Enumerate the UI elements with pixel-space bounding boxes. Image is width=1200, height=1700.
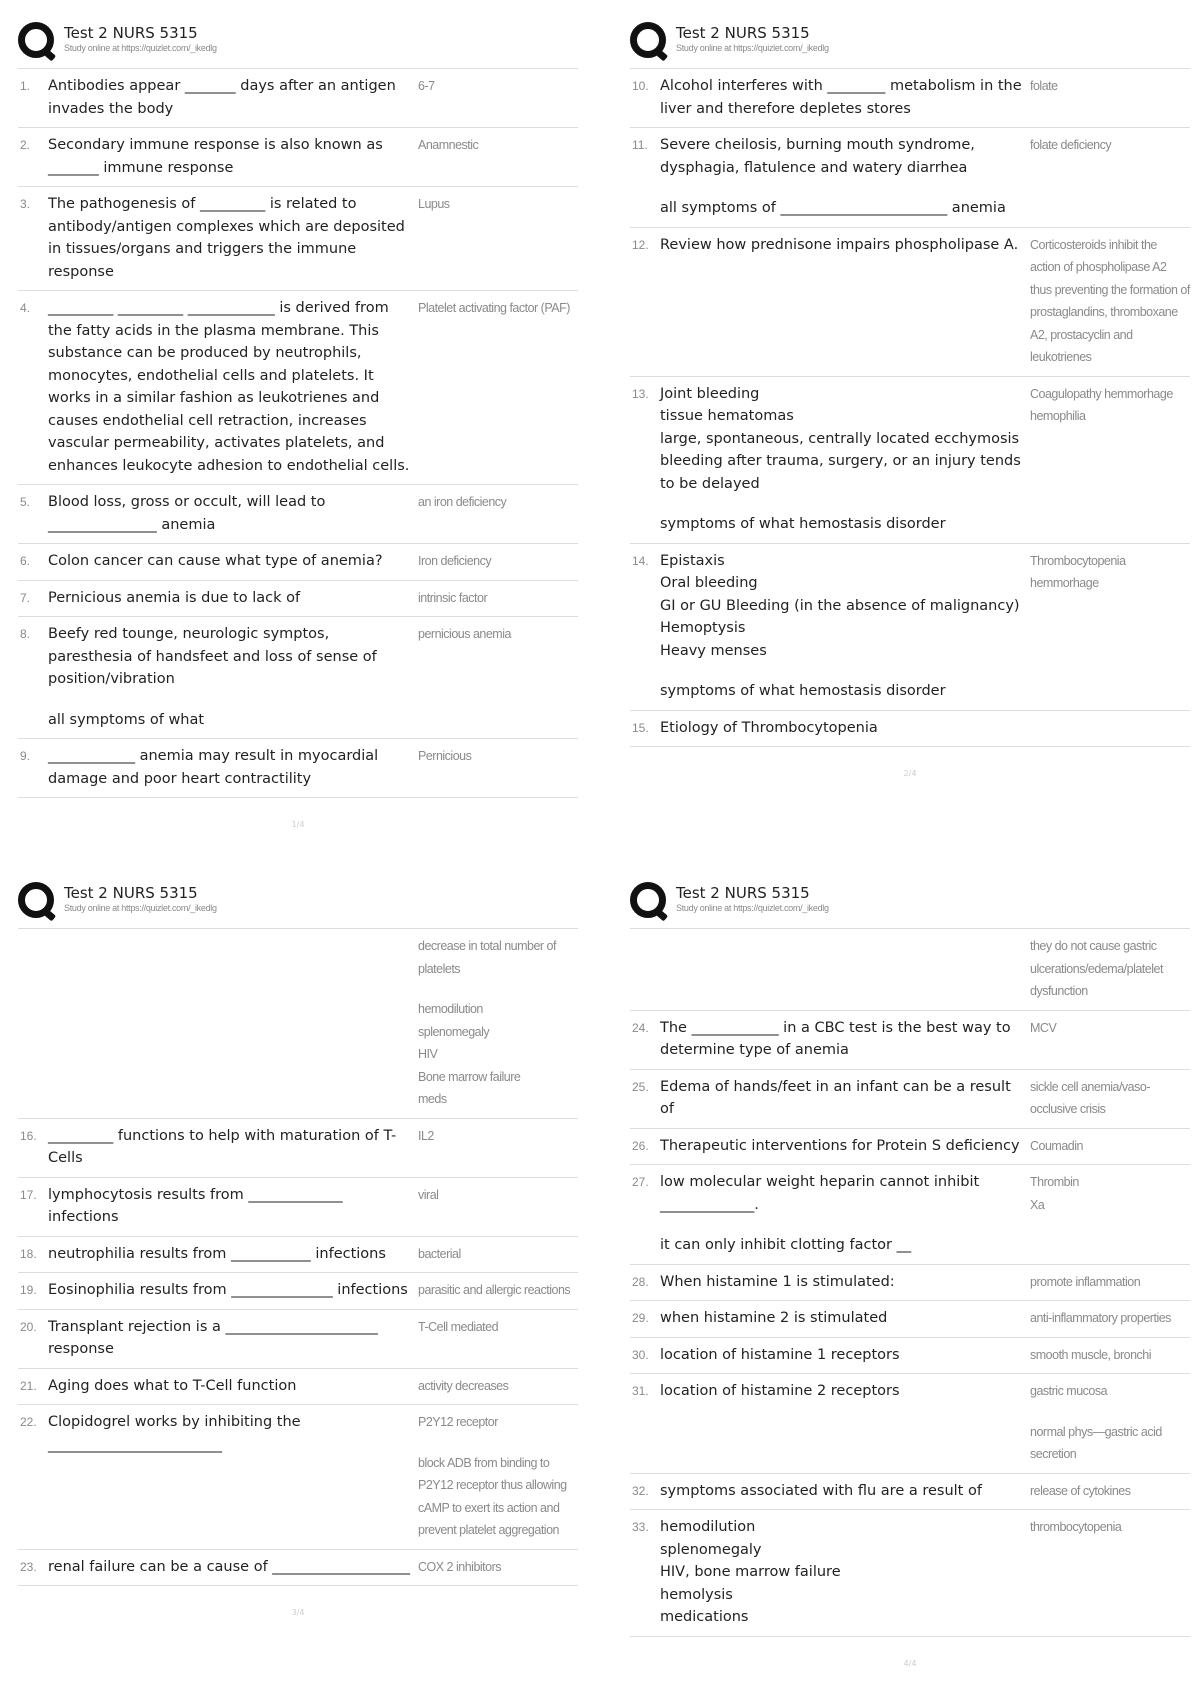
- answer-line: Lupus: [418, 197, 450, 211]
- question-text: [660, 134, 1030, 220]
- question-line: Antibodies appear _______ days after an antigen invades the body: [48, 78, 396, 117]
- question-row: [630, 1129, 1190, 1166]
- question-line: [48, 935, 412, 953]
- question-line: symptoms associated with flu are a result of: [660, 1482, 982, 1499]
- question-row: [630, 1301, 1190, 1338]
- answer-line: intrinsic factor: [418, 590, 488, 605]
- question-line: it can only inhibit clotting factor __: [660, 1237, 912, 1253]
- header-text: [64, 878, 217, 914]
- question-list: [630, 928, 1190, 1637]
- answer-line: P2Y12 receptor: [418, 1415, 498, 1429]
- question-text: [660, 1135, 1030, 1158]
- answer-text: [1030, 383, 1190, 536]
- answer-line: meds: [418, 1092, 447, 1106]
- page-number: 4/4: [903, 1658, 917, 1668]
- question-number: 25.: [632, 1079, 649, 1094]
- answer-line: Xa: [1030, 1197, 1045, 1212]
- question-text: [660, 1344, 1030, 1367]
- question-line: when histamine 2 is stimulated: [660, 1310, 888, 1326]
- question-line: low molecular weight heparin cannot inhibit _____________.: [660, 1174, 980, 1213]
- answer-text: [1030, 717, 1190, 740]
- question-line: When histamine 1 is stimulated:: [660, 1273, 895, 1290]
- answer-line: viral: [418, 1187, 439, 1202]
- question-text: [660, 1017, 1030, 1062]
- answer-text: [418, 1375, 578, 1398]
- answer-text: [418, 1279, 578, 1302]
- question-number: 13.: [632, 386, 649, 401]
- answer-line: Thrombocytopenia hemmorhage: [1030, 553, 1126, 590]
- answer-text: [418, 623, 578, 731]
- document-page-3: [18, 878, 578, 1617]
- question-text: [660, 1380, 1030, 1466]
- answer-line: parasitic and allergic reactions: [418, 1283, 571, 1297]
- question-line: HIV, bone marrow failure: [660, 1564, 841, 1580]
- answer-line: an iron deficiency: [418, 495, 507, 509]
- header-text: [676, 18, 829, 54]
- answer-text: [1030, 75, 1190, 120]
- question-line: [48, 691, 412, 709]
- question-row: [18, 1237, 578, 1274]
- question-number: 7.: [20, 590, 31, 605]
- answer-text: [418, 134, 578, 179]
- answer-line: Coumadin: [1030, 1138, 1083, 1153]
- question-line: all symptoms of _______________________ anemia: [660, 200, 1006, 216]
- answer-line: IL2: [418, 1128, 434, 1143]
- question-line: [660, 495, 1024, 513]
- question-number: 27.: [632, 1175, 649, 1189]
- question-row: [630, 69, 1190, 128]
- question-row: [18, 187, 578, 291]
- question-list: [18, 928, 578, 1586]
- question-text: [660, 234, 1030, 369]
- question-text: [48, 1316, 418, 1361]
- question-text: [48, 1556, 418, 1579]
- answer-text: [1030, 1076, 1190, 1121]
- question-line: Review how prednisone impairs phospholipase A.: [660, 236, 1019, 253]
- question-line: Alcohol interferes with ________ metabolism in the liver and therefore depletes stores: [660, 78, 1022, 117]
- answer-line: MCV: [1030, 1020, 1057, 1035]
- header-text: [676, 878, 829, 914]
- question-row: [630, 1374, 1190, 1474]
- answer-line: pernicious anemia: [418, 627, 511, 641]
- page-header: [18, 878, 578, 928]
- answer-text: [418, 745, 578, 790]
- question-line: hemodilution: [660, 1519, 756, 1535]
- document-page-1: [18, 18, 578, 829]
- answer-line: splenomegaly: [418, 1024, 490, 1039]
- question-line: Etiology of Thrombocytopenia: [660, 719, 878, 736]
- answer-line: T-Cell mediated: [418, 1319, 499, 1334]
- answer-text: [418, 1125, 578, 1170]
- question-line: Therapeutic interventions for Protein S deficiency: [660, 1137, 1020, 1154]
- answer-text: [1030, 1271, 1190, 1294]
- question-line: large, spontaneous, centrally located ecchymosis: [660, 430, 1020, 447]
- quizlet-logo-icon: [18, 22, 54, 58]
- answer-line: Platelet activating factor (PAF): [418, 301, 570, 315]
- document-title: Test 2 NURS 5315: [676, 884, 810, 902]
- answer-line: Anamnestic: [418, 138, 479, 152]
- question-number: 24.: [632, 1020, 649, 1035]
- quizlet-logo-icon: [630, 22, 666, 58]
- question-text: [48, 1243, 418, 1266]
- question-line: Blood loss, gross or occult, will lead to _______________ anemia: [48, 494, 326, 533]
- question-row: [18, 1369, 578, 1406]
- question-line: The ____________ in a CBC test is the best way to determine type of anemia: [660, 1019, 1011, 1058]
- question-number: 5.: [20, 495, 31, 509]
- answer-line: block ADB from binding to P2Y12 receptor thus allowing cAMP to exert its action and prevent platelet aggregation: [418, 1455, 567, 1537]
- answer-line: Iron deficiency: [418, 554, 492, 568]
- question-line: [660, 1216, 1024, 1234]
- question-text: [660, 935, 1030, 1003]
- question-number: 11.: [632, 138, 648, 152]
- question-row: [630, 711, 1190, 748]
- answer-line: hemodilution: [418, 1002, 483, 1016]
- answer-text: [1030, 1017, 1190, 1062]
- question-line: The pathogenesis of _________ is related to antibody/antigen complexes which are deposited in tissues/organs and triggers the immune response: [48, 196, 405, 280]
- answer-line: anti-inflammatory properties: [1030, 1311, 1171, 1325]
- answer-text: [418, 1184, 578, 1229]
- question-number: 10.: [632, 79, 649, 93]
- answer-line: [418, 1434, 578, 1452]
- question-line: Colon cancer can cause what type of anemia?: [48, 553, 383, 569]
- question-row: [630, 929, 1190, 1011]
- question-row: [18, 1310, 578, 1369]
- document-subtitle: Study online at https://quizlet.com/_ikedlg: [676, 903, 829, 913]
- answer-line: hemophilia: [1030, 409, 1086, 423]
- question-line: Severe cheilosis, burning mouth syndrome, dysphagia, flatulence and watery diarrhea: [660, 137, 975, 176]
- question-text: [48, 193, 418, 283]
- document-page-4: [630, 878, 1190, 1668]
- question-row: [18, 128, 578, 187]
- answer-text: [418, 75, 578, 120]
- question-line: medications: [660, 1609, 749, 1625]
- question-row: [18, 739, 578, 798]
- answer-text: [418, 1316, 578, 1361]
- question-number: 26.: [632, 1138, 649, 1153]
- document-page-2: [630, 18, 1190, 778]
- question-text: [48, 587, 418, 610]
- answer-line: they do not cause gastric ulcerations/edema/platelet dysfunction: [1030, 939, 1163, 998]
- document-title: Test 2 NURS 5315: [64, 884, 198, 902]
- document-title: Test 2 NURS 5315: [64, 24, 198, 42]
- question-line: Clopidogrel works by inhibiting the ________________________: [48, 1414, 301, 1453]
- question-row: [18, 544, 578, 581]
- document-subtitle: Study online at https://quizlet.com/_ikedlg: [676, 43, 829, 53]
- page-number: 2/4: [903, 769, 917, 778]
- question-line: Beefy red tounge, neurologic symptos, paresthesia of handsfeet and loss of sense of position/vibration: [48, 626, 377, 687]
- answer-text: [1030, 1380, 1190, 1466]
- question-text: [48, 1125, 418, 1170]
- question-number: 30.: [632, 1347, 649, 1362]
- answer-line: folate: [1030, 79, 1058, 93]
- question-number: 19.: [20, 1283, 37, 1297]
- question-row: [18, 1550, 578, 1587]
- question-text: [48, 745, 418, 790]
- page-header: [630, 878, 1190, 928]
- question-text: [660, 1516, 1030, 1629]
- question-line: location of histamine 2 receptors: [660, 1383, 900, 1399]
- answer-line: folate deficiency: [1030, 138, 1112, 152]
- question-text: [660, 1271, 1030, 1294]
- answer-text: [1030, 1135, 1190, 1158]
- question-number: 15.: [632, 720, 649, 735]
- question-text: [48, 1411, 418, 1542]
- question-row: [18, 1119, 578, 1178]
- question-number: 1.: [20, 79, 31, 93]
- question-row: [18, 929, 578, 1119]
- question-row: [18, 617, 578, 739]
- answer-line: promote inflammation: [1030, 1274, 1141, 1289]
- page-number: 3/4: [291, 1608, 305, 1617]
- answer-text: [1030, 1171, 1190, 1257]
- question-line: [660, 662, 1024, 680]
- question-row: [18, 581, 578, 618]
- question-number: 8.: [20, 627, 31, 641]
- question-line: symptoms of what hemostasis disorder: [660, 683, 946, 699]
- question-text: [48, 935, 418, 1111]
- answer-text: [1030, 1344, 1190, 1367]
- page-header: [18, 18, 578, 68]
- answer-line: HIV: [418, 1047, 438, 1061]
- question-row: [18, 1178, 578, 1237]
- question-line: [660, 179, 1024, 197]
- question-number: 9.: [20, 749, 31, 763]
- question-line: Transplant rejection is a _____________________ response: [48, 1318, 378, 1357]
- question-row: [630, 1265, 1190, 1302]
- question-line: Edema of hands/feet in an infant can be a result of: [660, 1078, 1011, 1117]
- answer-line: Pernicious: [418, 749, 472, 763]
- answer-line: bacterial: [418, 1246, 461, 1261]
- question-number: 22.: [20, 1415, 37, 1429]
- question-row: [630, 544, 1190, 711]
- quizlet-logo-icon: [18, 882, 54, 918]
- answer-line: Coagulopathy hemmorhage: [1030, 386, 1173, 401]
- question-line: Hemoptysis: [660, 620, 746, 636]
- answer-text: [418, 1556, 578, 1579]
- answer-line: activity decreases: [418, 1378, 509, 1393]
- answer-text: [418, 935, 578, 1111]
- answer-text: [1030, 234, 1190, 369]
- question-number: 12.: [632, 237, 649, 252]
- answer-line: COX 2 inhibitors: [418, 1559, 502, 1574]
- question-row: [630, 128, 1190, 228]
- question-number: 23.: [20, 1559, 37, 1574]
- answer-line: 6-7: [418, 79, 435, 93]
- answer-line: thrombocytopenia: [1030, 1520, 1122, 1534]
- question-number: 3.: [20, 197, 31, 211]
- question-row: [630, 228, 1190, 377]
- question-row: [18, 1273, 578, 1310]
- answer-text: [1030, 1516, 1190, 1629]
- answer-line: decrease in total number of platelets: [418, 939, 556, 976]
- question-number: 18.: [20, 1246, 37, 1261]
- question-number: 14.: [632, 553, 649, 568]
- answer-line: release of cytokines: [1030, 1483, 1131, 1498]
- question-line: _________ _________ ____________ is derived from the fatty acids in the plasma membrane. This substance can be produced by neutrophils, monocytes, endothelial cells and platelets. It works in a similar fashion as leukotrienes and causes endothelial cell retraction, increases vascular permeability, activates platelets, and enhances leukocyte adhesion to endothelial cells.: [48, 300, 410, 474]
- question-line: all symptoms of what: [48, 711, 205, 728]
- question-text: [48, 1375, 418, 1398]
- answer-text: [1030, 1307, 1190, 1330]
- answer-text: [418, 587, 578, 610]
- answer-line: smooth muscle, bronchi: [1030, 1347, 1152, 1362]
- question-line: tissue hematomas: [660, 408, 794, 424]
- question-text: [48, 75, 418, 120]
- question-text: [660, 1307, 1030, 1330]
- question-number: [630, 935, 660, 1003]
- question-line: bleeding after trauma, surgery, or an injury tends to be delayed: [660, 453, 1021, 492]
- question-line: Joint bleeding: [660, 385, 760, 402]
- page-number: 1/4: [291, 820, 305, 829]
- question-line: [660, 935, 1024, 953]
- answer-line: [418, 980, 578, 998]
- question-row: [18, 485, 578, 544]
- answer-text: [1030, 550, 1190, 703]
- question-row: [630, 1165, 1190, 1265]
- answer-text: [418, 297, 578, 477]
- question-text: [48, 1184, 418, 1229]
- answer-line: sickle cell anemia/vaso-occlusive crisis: [1030, 1079, 1150, 1116]
- question-row: [630, 1070, 1190, 1129]
- question-number: 17.: [20, 1187, 37, 1202]
- question-number: 16.: [20, 1128, 37, 1143]
- question-line: GI or GU Bleeding (in the absence of malignancy): [660, 597, 1020, 614]
- question-number: 4.: [20, 301, 31, 315]
- question-number: 31.: [632, 1384, 649, 1398]
- question-number: 21.: [20, 1378, 37, 1393]
- answer-text: [418, 491, 578, 536]
- quizlet-logo-icon: [630, 882, 666, 918]
- question-line: Oral bleeding: [660, 575, 758, 591]
- question-list: [18, 68, 578, 798]
- question-text: [48, 297, 418, 477]
- question-line: Secondary immune response is also known as _______ immune response: [48, 137, 383, 176]
- answer-line: Corticosteroids inhibit the action of phospholipase A2 thus preventing the formation of prostaglandins, thromboxane A2, prostacyclin and leukotrienes: [1030, 237, 1190, 364]
- question-text: [48, 623, 418, 731]
- question-text: [660, 550, 1030, 703]
- question-text: [660, 1480, 1030, 1503]
- question-number: 6.: [20, 554, 31, 568]
- question-row: [630, 1510, 1190, 1637]
- question-row: [18, 1405, 578, 1550]
- document-subtitle: Study online at https://quizlet.com/_ikedlg: [64, 43, 217, 53]
- answer-line: [1030, 1403, 1190, 1421]
- question-number: 28.: [632, 1274, 649, 1289]
- question-number: 20.: [20, 1319, 37, 1334]
- question-row: [18, 69, 578, 128]
- question-text: [48, 550, 418, 573]
- question-number: 29.: [632, 1311, 649, 1325]
- question-line: splenomegaly: [660, 1541, 762, 1558]
- answer-text: [1030, 935, 1190, 1003]
- question-row: [630, 377, 1190, 544]
- document-title: Test 2 NURS 5315: [676, 24, 810, 42]
- answer-line: Bone marrow failure: [418, 1069, 521, 1084]
- answer-text: [1030, 134, 1190, 220]
- answer-text: [418, 1243, 578, 1266]
- question-row: [630, 1011, 1190, 1070]
- answer-text: [418, 193, 578, 283]
- question-number: 2.: [20, 138, 31, 152]
- question-line: Epistaxis: [660, 552, 725, 569]
- question-line: lymphocytosis results from _____________ infections: [48, 1186, 343, 1225]
- question-line: Heavy menses: [660, 642, 767, 659]
- answer-text: [418, 1411, 578, 1542]
- question-number: 32.: [632, 1483, 649, 1498]
- question-line: neutrophilia results from ___________ infections: [48, 1245, 386, 1262]
- answer-line: normal phys—gastric acid secretion: [1030, 1424, 1162, 1461]
- question-line: hemolysis: [660, 1586, 733, 1603]
- answer-line: [1030, 717, 1190, 735]
- question-row: [18, 291, 578, 485]
- page-header: [630, 18, 1190, 68]
- question-text: [48, 134, 418, 179]
- question-line: Aging does what to T-Cell function: [48, 1377, 297, 1394]
- question-row: [630, 1338, 1190, 1375]
- question-row: [630, 1474, 1190, 1511]
- question-number: 33.: [632, 1520, 649, 1534]
- question-line: _________ functions to help with maturation of T-Cells: [48, 1127, 397, 1166]
- question-text: [660, 75, 1030, 120]
- answer-line: gastric mucosa: [1030, 1384, 1108, 1398]
- question-line: renal failure can be a cause of ___________________: [48, 1558, 411, 1575]
- question-line: ____________ anemia may result in myocardial damage and poor heart contractility: [48, 748, 379, 787]
- answer-text: [1030, 1480, 1190, 1503]
- question-line: location of histamine 1 receptors: [660, 1346, 900, 1363]
- question-text: [48, 491, 418, 536]
- header-text: [64, 18, 217, 54]
- question-line: Pernicious anemia is due to lack of: [48, 589, 301, 606]
- question-text: [660, 1076, 1030, 1121]
- answer-text: [418, 550, 578, 573]
- document-subtitle: Study online at https://quizlet.com/_ikedlg: [64, 903, 217, 913]
- question-number: [18, 935, 48, 1111]
- question-text: [660, 717, 1030, 740]
- question-text: [660, 1171, 1030, 1257]
- question-line: symptoms of what hemostasis disorder: [660, 516, 946, 532]
- question-text: [660, 383, 1030, 536]
- question-text: [48, 1279, 418, 1302]
- answer-line: Thrombin: [1030, 1175, 1079, 1189]
- question-list: [630, 68, 1190, 747]
- question-line: Eosinophilia results from ______________ infections: [48, 1282, 408, 1298]
